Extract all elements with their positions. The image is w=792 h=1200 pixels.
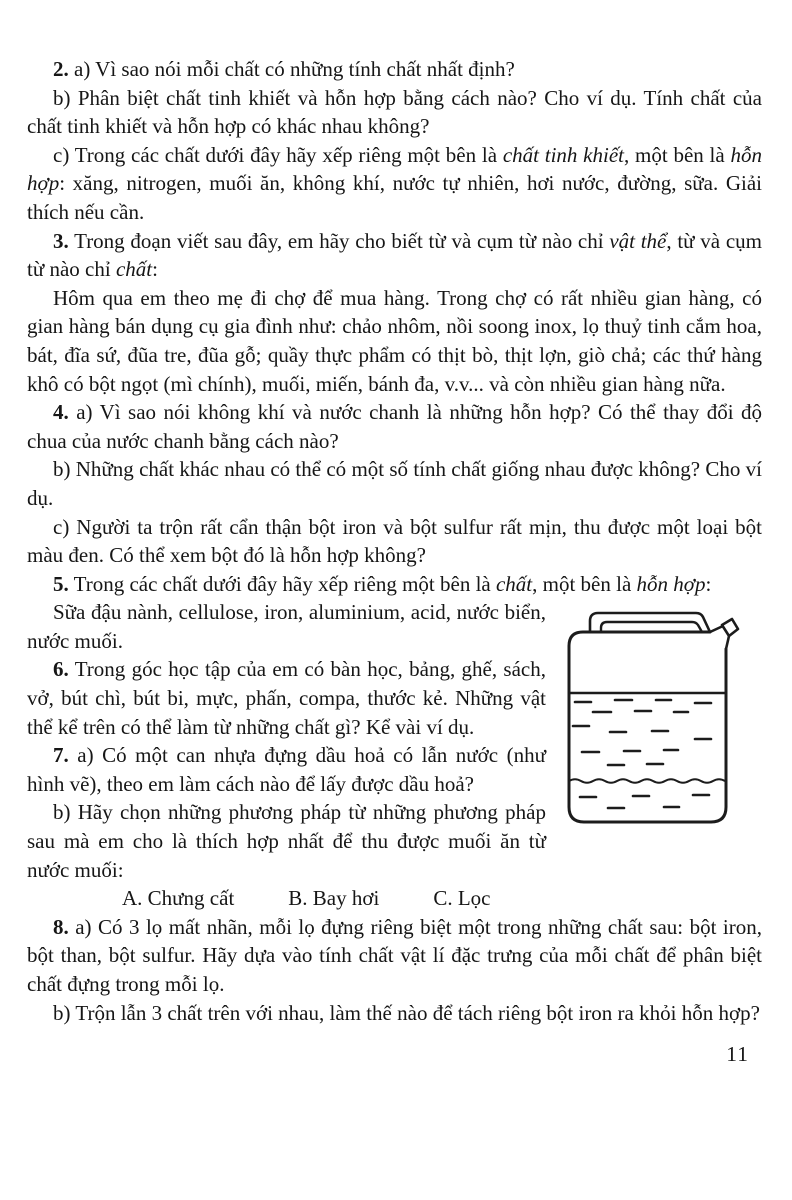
italic-term: chất — [495, 571, 533, 596]
text-segment: b) Phân biệt chất tinh khiết và hỗn hợp bằng cách nào? Cho ví dụ. Tính chất của chất tinh khiết và hỗn hợp có khác nhau không? — [27, 85, 762, 139]
water-dashes — [580, 795, 709, 808]
text-segment: , từ và cụm từ nào chỉ — [27, 228, 762, 282]
text-segment: , một bên là — [624, 142, 731, 167]
exercise-7b-options — [27, 884, 762, 913]
text-segment: a) Có 3 lọ mất nhãn, mỗi lọ đựng riêng biệt một trong những chất sau: bột iron, bột than, bột sulfur. Hãy dựa vào tính chất vật lí đặc trưng của mỗi chất để phân biệt chất đựng trong mỗi lọ. — [27, 914, 762, 996]
exercise-number: 8. — [53, 914, 69, 939]
italic-term: hỗn hợp — [636, 571, 706, 596]
text-segment: Hôm qua em theo mẹ đi chợ để mua hàng. Trong chợ có rất nhiều gian hàng, có gian hàng bán dụng cụ gia đình như: chảo nhôm, nồi soong inox, lọ thuỷ tinh cắm hoa, bát, đĩa sứ, đũa tre, đũa gỗ; quầy thực phẩm có thịt bò, thịt lợn, giò chả; các thứ hàng khô có bột ngọt (mì chính), muối, miến, bánh đa, v.v... và còn nhiều gian hàng nữa. — [27, 285, 762, 396]
option-a: A. Chưng cất — [122, 886, 235, 911]
exercise-number: 2. — [53, 57, 69, 81]
exercise-number: 5. — [53, 571, 69, 596]
text-segment: Trong góc học tập của em có bàn học, bảng, ghế, sách, vở, bút chì, bút bi, mực, phấn, compa, thước kẻ. Những vật thể kể trên có thể làm từ những chất gì? Kể vài ví dụ. — [27, 657, 546, 739]
text-segment: : — [705, 571, 712, 596]
text-segment: c) Trong các chất dưới đây hãy xếp riêng một bên là — [53, 142, 503, 167]
text-segment: a) Có một can nhựa đựng dầu hoả có lẫn nước (như hình vẽ), theo em làm cách nào để lấy được dầu hoả? — [27, 743, 546, 796]
text-segment: b) Hãy chọn những phương pháp từ những phương pháp sau mà em cho là thích hợp nhất để thu được muối ăn từ nước muối: — [27, 800, 546, 882]
kerosene-dashes — [573, 700, 711, 765]
page-number — [27, 1040, 762, 1069]
text-segment: a) Vì sao nói mỗi chất có những tính chất nhất định? — [68, 57, 515, 81]
jerry-can-illustration — [560, 600, 762, 832]
exercise-number: 6. — [53, 657, 69, 682]
italic-term: chất — [115, 257, 153, 282]
can-body-outline — [569, 632, 726, 822]
italic-term: chất tinh khiết — [502, 142, 624, 167]
text-segment: : — [152, 257, 158, 282]
exercise-3-passage — [27, 284, 762, 398]
exercise-text-flow — [27, 55, 762, 1027]
text-segment: c) Người ta trộn rất cẩn thận bột iron và bột sulfur rất mịn, thu được một loại bột màu đen. Có thể xem bột đó là hỗn hợp không? — [27, 514, 762, 568]
can-spout-neck — [726, 636, 729, 649]
can-shoulder-line — [710, 626, 723, 632]
text-segment: a) Vì sao nói không khí và nước chanh là những hỗn hợp? Có thể thay đổi độ chua của nước chanh bằng cách nào? — [27, 400, 762, 453]
exercise-8b — [27, 999, 762, 1028]
text-segment: , một bên là — [532, 571, 637, 596]
page-number-value: 11 — [726, 1042, 749, 1067]
liquid-boundary-wave — [569, 780, 725, 784]
exercise-2b — [27, 84, 762, 141]
italic-term: vật thể — [609, 228, 667, 253]
exercise-5-intro — [27, 570, 762, 599]
exercise-2c — [27, 141, 762, 227]
text-segment: Trong các chất dưới đây hãy xếp riêng một bên là — [68, 571, 496, 596]
exercise-4a — [27, 398, 762, 455]
exercise-4b — [27, 455, 762, 512]
can-spout-cap — [722, 619, 738, 636]
exercise-number: 4. — [53, 400, 69, 425]
exercise-number: 3. — [53, 228, 69, 253]
exercise-4c — [27, 513, 762, 570]
exercise-number: 7. — [53, 743, 69, 768]
text-segment: b) Trộn lẫn 3 chất trên với nhau, làm thế nào để tách riêng bột iron ra khỏi hỗn hợp? — [53, 1000, 760, 1025]
text-segment: b) Những chất khác nhau có thể có một số tính chất giống nhau được không? Cho ví dụ. — [27, 457, 762, 510]
option-b: B. Bay hơi — [288, 886, 380, 911]
text-segment: Sữa đậu nành, cellulose, iron, aluminium, acid, nước biển, nước muối. — [27, 600, 546, 653]
jerry-can-figure — [560, 600, 762, 832]
text-segment: Trong đoạn viết sau đây, em hãy cho biết từ và cụm từ nào chỉ — [68, 228, 610, 253]
exercise-3-intro — [27, 227, 762, 284]
exercise-8a — [27, 913, 762, 999]
text-segment: : xăng, nitrogen, muối ăn, không khí, nước tự nhiên, hơi nước, đường, sữa. Giải thích nếu cần. — [27, 171, 762, 224]
exercise-2a — [27, 55, 762, 84]
option-c: C. Lọc — [433, 886, 491, 911]
italic-term: hỗn hợp — [27, 142, 762, 196]
